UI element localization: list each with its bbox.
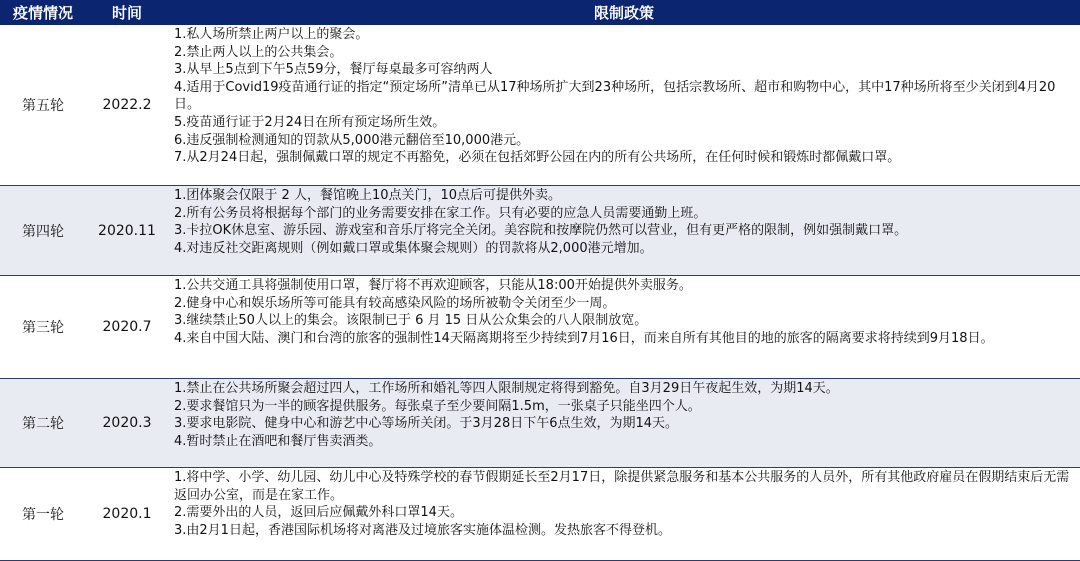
row-policy <box>168 25 1080 185</box>
row-status: 第二轮 <box>22 416 64 432</box>
header-policy: 限制政策 <box>593 4 654 22</box>
policy-item: 7.从2月24日起，强制佩戴口罩的规定不再豁免，必须在包括郊野公园在内的所有公共场所，在任何时候和锻炼时都佩戴口罩。 <box>174 150 901 166</box>
row-policy <box>168 276 1080 378</box>
policy-item: 1.公共交通工具将强制使用口罩，餐厅将不再欢迎顾客，只能从18:00开始提供外卖服务。 <box>174 278 692 293</box>
policy-item: 4.适用于Covid19疫苗通行证的指定“预定场所”清单已从17种场所扩大到23种场所，包括宗教场所、超市和购物中心，其中17种场所将至少关闭到4月20日。 <box>174 79 1056 113</box>
policy-item: 3.由2月1日起，香港国际机场将对离港及过境旅客实施体温检测。发热旅客不得登机。 <box>174 522 671 538</box>
policy-item: 3.继续禁止50人以上的集会。该限制已于 6 月 15 日从公众集会的八人限制放宽。 <box>174 313 648 329</box>
row-policy <box>168 468 1080 560</box>
policy-item: 1.私人场所禁止两户以上的聚会。 <box>174 27 369 42</box>
row-status: 第三轮 <box>22 320 64 336</box>
table-row <box>0 186 1080 276</box>
policy-item: 2.禁止两人以上的公共集会。 <box>174 44 343 60</box>
policy-item: 4.来自中国大陆、澳门和台湾的旅客的强制性14天隔离期将至少持续到7月16日，而来自所有其他目的地的旅客的隔离要求将持续到9月18日。 <box>174 330 994 346</box>
table-row <box>0 25 1080 186</box>
policy-item: 2.需要外出的人员，返回后应佩戴外科口罩14天。 <box>174 505 463 521</box>
policy-item: 2.要求餐馆只为一半的顾客提供服务。每张桌子至少要间隔1.5m，一张桌子只能坐四个人。 <box>174 398 701 414</box>
policy-item: 3.卡拉OK休息室、游乐园、游戏室和音乐厅将完全关闭。美容院和按摩院仍然可以营业，但有更严格的限制，例如强制戴口罩。 <box>174 223 908 239</box>
table-row <box>0 468 1080 561</box>
row-policy <box>168 379 1080 467</box>
policy-item: 1.将中学、小学、幼儿园、幼儿中心及特殊学校的春节假期延长至2月17日，除提供紧急服务和基本公共服务的人员外，所有其他政府雇员在假期结束后无需返回办公室，而是在家工作。 <box>174 470 1070 503</box>
policy-item: 4.暂时禁止在酒吧和餐厅售卖酒类。 <box>174 433 382 449</box>
policy-item: 3.从早上5点到下午5点59分，餐厅每桌最多可容纳两人 <box>174 62 493 78</box>
policy-item: 3.要求电影院、健身中心和游艺中心等场所关闭。于3月28日下午6点生效，为期14天。 <box>174 416 679 432</box>
table-row <box>0 276 1080 379</box>
header-status: 疫情情况 <box>12 4 73 22</box>
row-time: 2022.2 <box>102 97 152 113</box>
row-time: 2020.11 <box>98 222 156 239</box>
policy-item: 6.违反强制检测通知的罚款从5,000港元翻倍至10,000港元。 <box>174 132 530 148</box>
row-status: 第一轮 <box>22 507 64 523</box>
row-time: 2020.7 <box>102 319 152 335</box>
row-policy <box>168 186 1080 275</box>
header-time: 时间 <box>111 4 142 22</box>
policy-item: 1.团体聚会仅限于 2 人，餐馆晚上10点关门，10点后可提供外卖。 <box>174 188 562 203</box>
table-row <box>0 379 1080 468</box>
policy-item: 4.对违反社交距离规则（例如戴口罩或集体聚会规则）的罚款将从2,000港元增加。 <box>174 240 653 256</box>
policy-item: 5.疫苗通行证于2月24日在所有预定场所生效。 <box>174 114 446 130</box>
row-status: 第四轮 <box>22 223 64 240</box>
policy-item: 2.所有公务员将根据每个部门的业务需要安排在家工作。只有必要的应急人员需要通勤上班。 <box>174 205 707 221</box>
row-time: 2020.1 <box>102 506 152 522</box>
row-time: 2020.3 <box>102 415 152 431</box>
policy-item: 1.禁止在公共场所聚会超过四人，工作场所和婚礼等四人限制规定将得到豁免。自3月29日午夜起生效，为期14天。 <box>174 381 839 396</box>
row-status: 第五轮 <box>22 98 64 114</box>
table-header <box>0 0 1080 25</box>
policy-item: 2.健身中心和娱乐场所等可能具有较高感染风险的场所被勒令关闭至少一周。 <box>174 295 616 311</box>
